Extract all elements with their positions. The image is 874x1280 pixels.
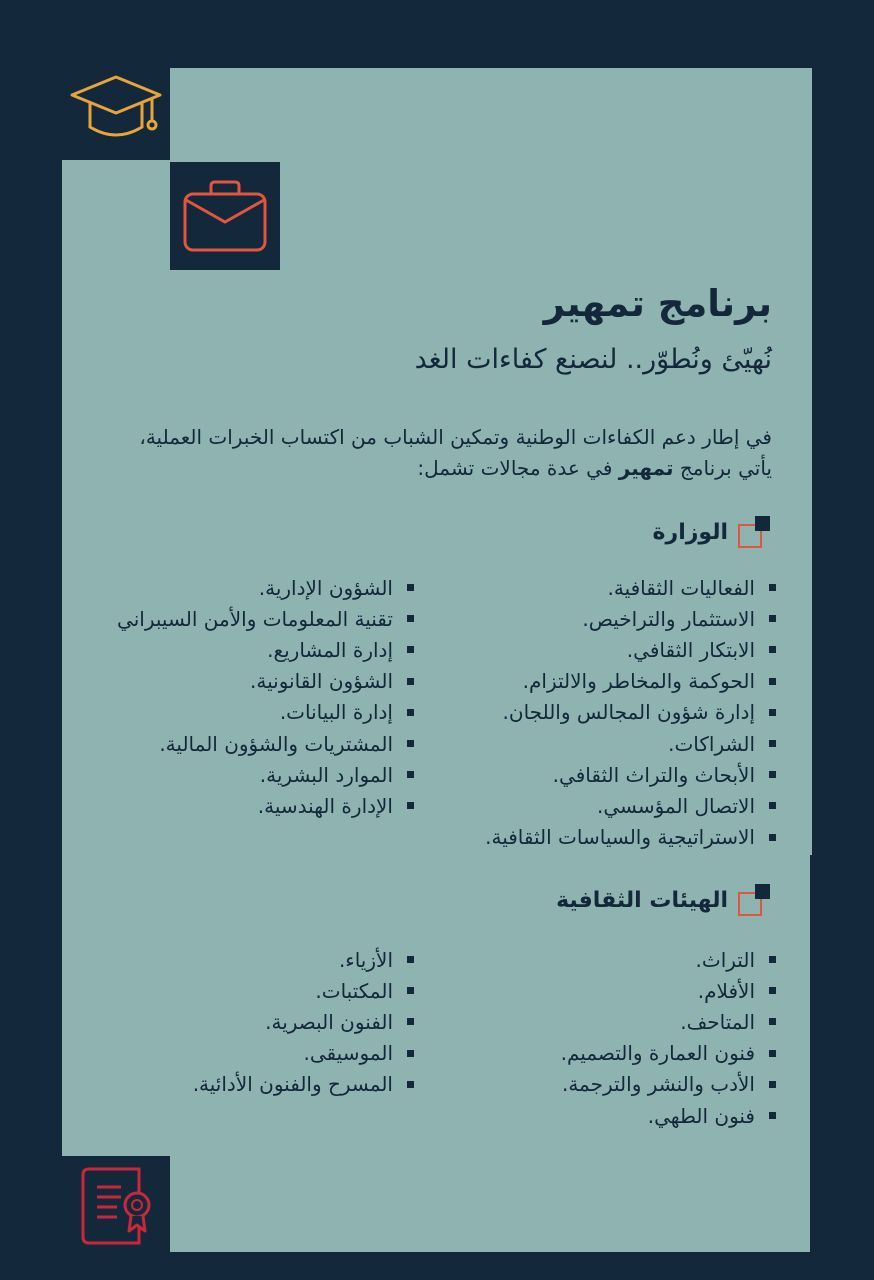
bullet-icon — [769, 709, 776, 716]
bullet-icon — [769, 987, 776, 994]
graduation-cap-icon — [62, 62, 170, 160]
intro-line-2-end: في عدة مجالات تشمل: — [417, 456, 619, 480]
section-square-icon — [738, 516, 770, 548]
list-item: الأزياء. — [193, 944, 414, 975]
list-item: الشراكات. — [485, 728, 776, 759]
bullet-icon — [407, 1081, 414, 1088]
ministry-list-right — [485, 572, 776, 853]
section-heading-ministry — [653, 516, 770, 548]
bullet-icon — [769, 1050, 776, 1057]
list-item: إدارة البيانات. — [117, 697, 414, 728]
list-item: فنون العمارة والتصميم. — [561, 1038, 776, 1069]
bullet-icon — [407, 646, 414, 653]
bullet-icon — [769, 956, 776, 963]
list-item: المكتبات. — [193, 975, 414, 1006]
list-item: فنون الطهي. — [561, 1100, 776, 1131]
commissions-list-right — [561, 944, 776, 1131]
bullet-icon — [769, 678, 776, 685]
page-title: برنامج تمهير — [543, 282, 772, 325]
bullet-icon — [769, 740, 776, 747]
bullet-icon — [769, 646, 776, 653]
list-item: الاستثمار والتراخيص. — [485, 603, 776, 634]
ministry-list-left — [117, 572, 414, 822]
bullet-icon — [407, 1050, 414, 1057]
list-item: الأبحاث والتراث الثقافي. — [485, 759, 776, 790]
list-item: الفعاليات الثقافية. — [485, 572, 776, 603]
intro-line-2-start: يأتي برنامج — [673, 456, 772, 480]
page-subtitle: نُهيّئ ونُطوّر.. لنصنع كفاءات الغد — [414, 344, 772, 375]
bullet-icon — [407, 678, 414, 685]
list-item: المسرح والفنون الأدائية. — [193, 1069, 414, 1100]
list-item: الموارد البشرية. — [117, 759, 414, 790]
list-item: المشتريات والشؤون المالية. — [117, 728, 414, 759]
bullet-icon — [769, 1112, 776, 1119]
bullet-icon — [407, 740, 414, 747]
list-item: المتاحف. — [561, 1006, 776, 1037]
list-item: إدارة شؤون المجالس واللجان. — [485, 697, 776, 728]
certificate-icon — [62, 1156, 170, 1256]
list-item: الابتكار الثقافي. — [485, 634, 776, 665]
list-item: الأفلام. — [561, 975, 776, 1006]
section-heading-cultural-commissions — [556, 884, 770, 916]
bullet-icon — [407, 771, 414, 778]
bullet-icon — [769, 771, 776, 778]
list-item: التراث. — [561, 944, 776, 975]
bullet-icon — [769, 834, 776, 841]
content-panel-top — [170, 68, 812, 164]
intro-program-name: تمهير — [618, 456, 674, 480]
list-item: الشؤون الإدارية. — [117, 572, 414, 603]
section-title: الوزارة — [652, 519, 728, 545]
list-item: الاتصال المؤسسي. — [485, 790, 776, 821]
briefcase-icon — [170, 162, 280, 270]
list-item: الشؤون القانونية. — [117, 666, 414, 697]
bullet-icon — [407, 1018, 414, 1025]
intro-line-1: في إطار دعم الكفاءات الوطنية وتمكين الشباب من اكتساب الخبرات العملية، — [139, 425, 772, 449]
section-square-icon — [738, 884, 770, 916]
bullet-icon — [407, 956, 414, 963]
bullet-icon — [769, 584, 776, 591]
intro-paragraph — [92, 422, 772, 484]
bullet-icon — [407, 709, 414, 716]
bullet-icon — [407, 987, 414, 994]
content-panel-bottom — [166, 1150, 810, 1252]
list-item: الفنون البصرية. — [193, 1006, 414, 1037]
bullet-icon — [769, 1018, 776, 1025]
list-item: الحوكمة والمخاطر والالتزام. — [485, 666, 776, 697]
bullet-icon — [769, 802, 776, 809]
list-item: الموسيقى. — [193, 1038, 414, 1069]
list-item: الإدارة الهندسية. — [117, 790, 414, 821]
bullet-icon — [769, 1081, 776, 1088]
list-item: تقنية المعلومات والأمن السيبراني — [117, 603, 414, 634]
bullet-icon — [407, 615, 414, 622]
bullet-icon — [769, 615, 776, 622]
commissions-list-left — [193, 944, 414, 1100]
list-item: إدارة المشاريع. — [117, 634, 414, 665]
bullet-icon — [407, 802, 414, 809]
section-title: الهيئات الثقافية — [556, 887, 728, 913]
bullet-icon — [407, 584, 414, 591]
list-item: الاستراتيجية والسياسات الثقافية. — [485, 822, 776, 853]
list-item: الأدب والنشر والترجمة. — [561, 1069, 776, 1100]
